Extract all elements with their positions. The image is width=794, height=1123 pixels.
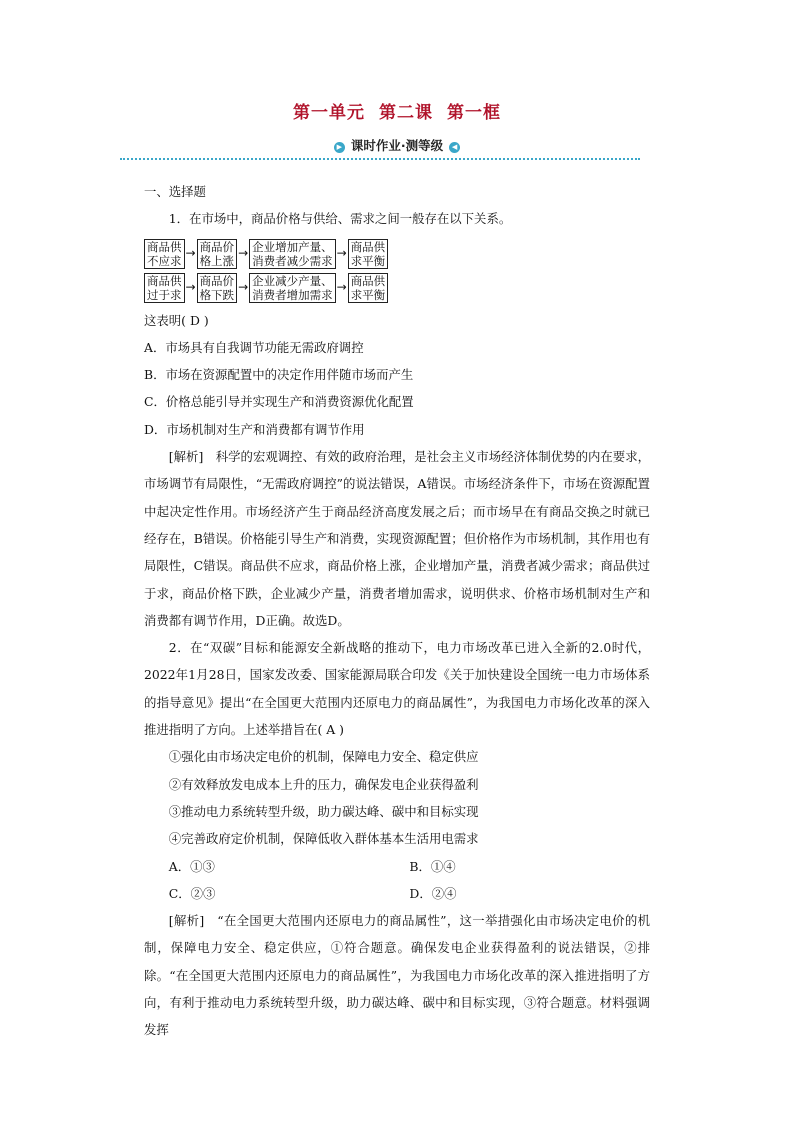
- title-lesson: 第二课: [379, 103, 433, 123]
- arrow-right-icon: →: [336, 279, 347, 294]
- flow-box: 商品供 不应求: [144, 239, 185, 269]
- option-c: C．价格总能引导并实现生产和消费资源优化配置: [144, 394, 414, 410]
- choice-c: C．②③: [168, 885, 216, 901]
- choice-d: D．②④: [409, 885, 457, 901]
- arrow-right-icon: →: [238, 279, 249, 294]
- title-frame: 第一框: [447, 103, 501, 123]
- flow-box: 企业增加产量、 消费者减少需求: [249, 239, 336, 269]
- banner-text: 课时作业·测等级: [350, 138, 444, 153]
- question-1-analysis: [解析] 科学的宏观调控、有效的政府治理，是社会主义市场经济体制优势的内在要求，市场调节有局限性，“无需政府调控”的说法错误，A错误。市场经济条件下，市场在资源配置中起决定性作用。市场经济产生于商品经济高度发展之后；而市场早在有商品交换之时就已经存在，B错误。价格能引导生产和消费，实现资源配置；但价格作为市场机制，其作用也有局限性，C错误。商品供不应求，商品价格上涨，企业增加产量，消费者减少需求；商品供过于求，商品价格下跌，企业减少产量，消费者增加需求，说明供求、价格市场机制对生产和消费都有调节作用，D正确。故选D。: [144, 449, 650, 628]
- question-1-ask: 这表明( D ): [144, 312, 209, 328]
- arrow-right-icon: →: [185, 279, 196, 294]
- statement-3: ③推动电力系统转型升级，助力碳达峰、碳中和目标实现: [168, 803, 479, 819]
- question-1-stem: 1．在市场中，商品价格与供给、需求之间一般存在以下关系。: [168, 211, 512, 227]
- document-body: [144, 178, 650, 1044]
- flow-box: 商品价 格下跌: [197, 273, 238, 303]
- choice-row-1: [144, 853, 650, 880]
- option-d: D．市场机制对生产和消费都有调节作用: [144, 421, 365, 437]
- statement-2: ②有效释放发电成本上升的压力，确保发电企业获得盈利: [168, 776, 479, 792]
- choice-a: A．①③: [168, 858, 215, 874]
- flow-row-2: [144, 271, 650, 305]
- arrow-right-icon: →: [185, 245, 196, 260]
- banner: [0, 136, 794, 154]
- flow-box: 商品供 求平衡: [348, 239, 389, 269]
- question-2-stem: 2．在“双碳”目标和能源安全新战略的推动下，电力市场改革已进入全新的2.0时代，2022年1月28日，国家发改委、国家能源局联合印发《关于加快建设全国统一电力市场体系的指导意见》提出“在全国更大范围内还原电力的商品属性”，为我国电力市场化改革的深入推进指明了方向。上述举措旨在( A ): [144, 640, 650, 738]
- flow-box: 商品供 过于求: [144, 273, 185, 303]
- choice-row-2: [144, 880, 650, 907]
- play-right-icon: ▶: [334, 142, 345, 153]
- statement-1: ①强化由市场决定电价的机制，保障电力安全、稳定供应: [168, 749, 479, 765]
- play-left-icon: ◀: [449, 142, 460, 153]
- arrow-right-icon: →: [238, 245, 249, 260]
- flow-box: 商品供 求平衡: [348, 273, 389, 303]
- statement-4: ④完善政府定价机制，保障低收入群体基本生活用电需求: [168, 831, 479, 847]
- dotted-divider: [120, 158, 640, 160]
- option-b: B．市场在资源配置中的决定作用伴随市场而产生: [144, 367, 414, 383]
- question-2-analysis: [解析] “在全国更大范围内还原电力的商品属性”，这一举措强化由市场决定电价的机制，保障电力安全、稳定供应，①符合题意。确保发电企业获得盈利的说法错误，②排除。“在全国更大范围内还原电力的商品属性”，为我国电力市场化改革的深入推进指明了方向，有利于推动电力系统转型升级，助力碳达峰、碳中和目标实现，③符合题意。材料强调发挥: [144, 913, 650, 1038]
- flow-box: 商品价 格上涨: [197, 239, 238, 269]
- title-unit: 第一单元: [293, 103, 365, 123]
- option-a: A．市场具有自我调节功能无需政府调控: [144, 339, 364, 355]
- arrow-right-icon: →: [336, 245, 347, 260]
- flow-diagram: [144, 237, 650, 305]
- page-title: [0, 98, 794, 123]
- flow-box: 企业减少产量、 消费者增加需求: [249, 273, 336, 303]
- choice-b: B．①④: [409, 858, 456, 874]
- flow-row-1: [144, 237, 650, 271]
- section-heading: 一、选择题: [144, 184, 206, 199]
